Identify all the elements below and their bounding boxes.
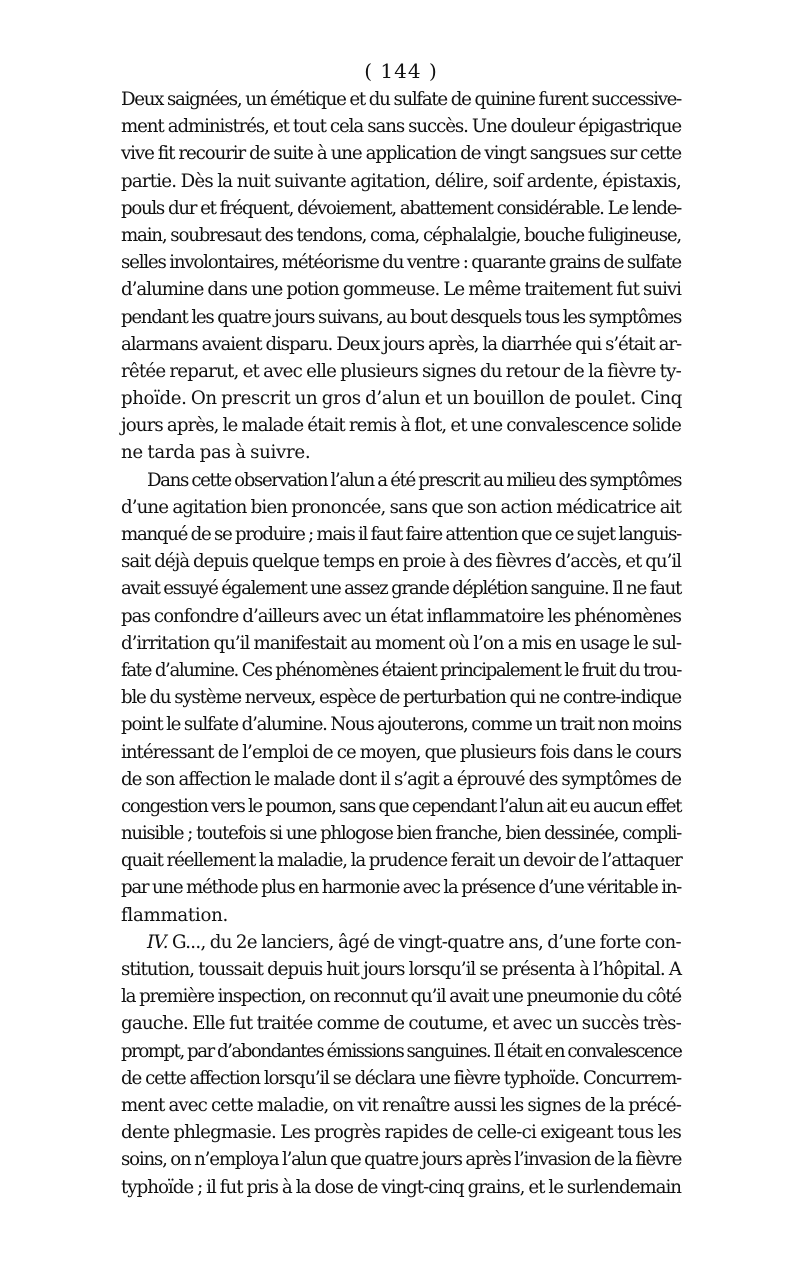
text-line: nuisible ; toutefois si une phlogose bien franche, bien dessinée, compli- [121, 823, 681, 845]
text-line: d’alumine dans une potion gommeuse. Le même traitement fut suivi [121, 279, 681, 301]
text-line: selles involontaires, météorisme du ventre : quarante grains de sulfate [121, 252, 681, 274]
body-text [121, 86, 681, 1201]
text-line: avait essuyé également une assez grande déplétion sanguine. Il ne faut [121, 578, 681, 600]
text-line: typhoïde ; il fut pris à la dose de vingt-cinq grains, et le surlendemain [121, 1176, 681, 1198]
text-line: fate d’alumine. Ces phénomènes étaient principalement le fruit du trou- [121, 659, 681, 681]
text-line: rêtée reparut, et avec elle plusieurs signes du retour de la fièvre ty- [121, 360, 681, 382]
book-page [121, 58, 681, 1201]
line-text: G..., du 2e lanciers, âgé de vingt-quatre ans, d’une forte con- [167, 931, 681, 953]
paragraph [121, 929, 681, 1201]
text-line: stitution, toussait depuis huit jours lorsqu’il se présenta à l’hôpital. A [121, 959, 681, 980]
text-line: de cette affection lorsqu’il se déclara une fièvre typhoïde. Concurrem- [121, 1067, 681, 1089]
text-line: pas confondre d’ailleurs avec un état inflammatoire les phénomènes [121, 605, 681, 627]
text-line: Dans cette observation l’alun a été prescrit au milieu des symptômes [147, 469, 681, 491]
text-line: Deux saignées, un émétique et du sulfate de quinine furent successive- [121, 89, 681, 110]
text-line: intéressant de l’emploi de ce moyen, que plusieurs fois dans le cours [121, 741, 681, 763]
paragraph [121, 86, 681, 467]
text-line: manqué de se produire ; mais il faut faire attention que ce sujet languis- [121, 524, 681, 545]
text-line: ment avec cette maladie, on vit renaître aussi les signes de la précé- [121, 1094, 681, 1116]
text-line: phoïde. On prescrit un gros d’alun et un bouillon de poulet. Cinq [121, 388, 682, 410]
text-line: partie. Dès la nuit suivante agitation, délire, soif ardente, épistaxis, [121, 170, 681, 192]
text-line: main, soubresaut des tendons, coma, céphalalgie, bouche fuligineuse, [121, 224, 681, 246]
text-line: jours après, le malade était remis à flot, et une convalescence solide [121, 415, 681, 437]
text-line: gauche. Elle fut traitée comme de coutume, et avec un succès très- [121, 1013, 681, 1035]
text-line: pouls dur et fréquent, dévoiement, abattement considérable. Le lende- [121, 197, 681, 219]
text-line: de son affection le malade dont il s’agit a éprouvé des symptômes de [121, 768, 681, 790]
text-line: d’irritation qu’il manifestait au moment où l’on a mis en usage le sul- [121, 632, 681, 654]
text-line: pendant les quatre jours suivans, au bout desquels tous les symptômes [121, 306, 681, 328]
text-line: quait réellement la maladie, la prudence ferait un devoir de l’attaquer [121, 850, 682, 872]
text-line: la première inspection, on reconnut qu’il avait une pneumonie du côté [121, 986, 681, 1008]
text-line: dente phlegmasie. Les progrès rapides de celle-ci exigeant tous les [121, 1122, 681, 1144]
text-line: ble du système nerveux, espèce de perturbation qui ne contre-indique [121, 687, 681, 709]
text-line: alarmans avaient disparu. Deux jours après, la diarrhée qui s’était ar- [121, 333, 681, 355]
text-line: par une méthode plus en harmonie avec la présence d’une véritable in- [121, 877, 681, 899]
text-line: point le sulfate d’alumine. Nous ajouterons, comme un trait non moins [121, 714, 681, 736]
case-numeral: IV. [147, 931, 168, 953]
text-line: vive fit recourir de suite à une application de vingt sangsues sur cette [121, 143, 681, 165]
page-number: ( 144 ) [364, 59, 438, 83]
text-line: ment administrés, et tout cela sans succès. Une douleur épigastrique [121, 116, 681, 138]
text-line: sait déjà depuis quelque temps en proie à des fièvres d’accès, et qu’il [121, 551, 681, 573]
text-line: ne tarda pas à suivre. [121, 442, 311, 464]
text-line: flammation. [121, 904, 228, 926]
text-line [121, 929, 681, 956]
text-line: d’une agitation bien prononcée, sans que son action médicatrice ait [121, 496, 681, 518]
text-line: soins, on n’employa l’alun que quatre jours après l’invasion de la fièvre [121, 1149, 682, 1171]
text-line: prompt, par d’abondantes émissions sanguines. Il était en convalescence [121, 1040, 682, 1062]
paragraph [121, 467, 681, 929]
text-line: congestion vers le poumon, sans que cependant l’alun ait eu aucun effet [121, 795, 681, 817]
